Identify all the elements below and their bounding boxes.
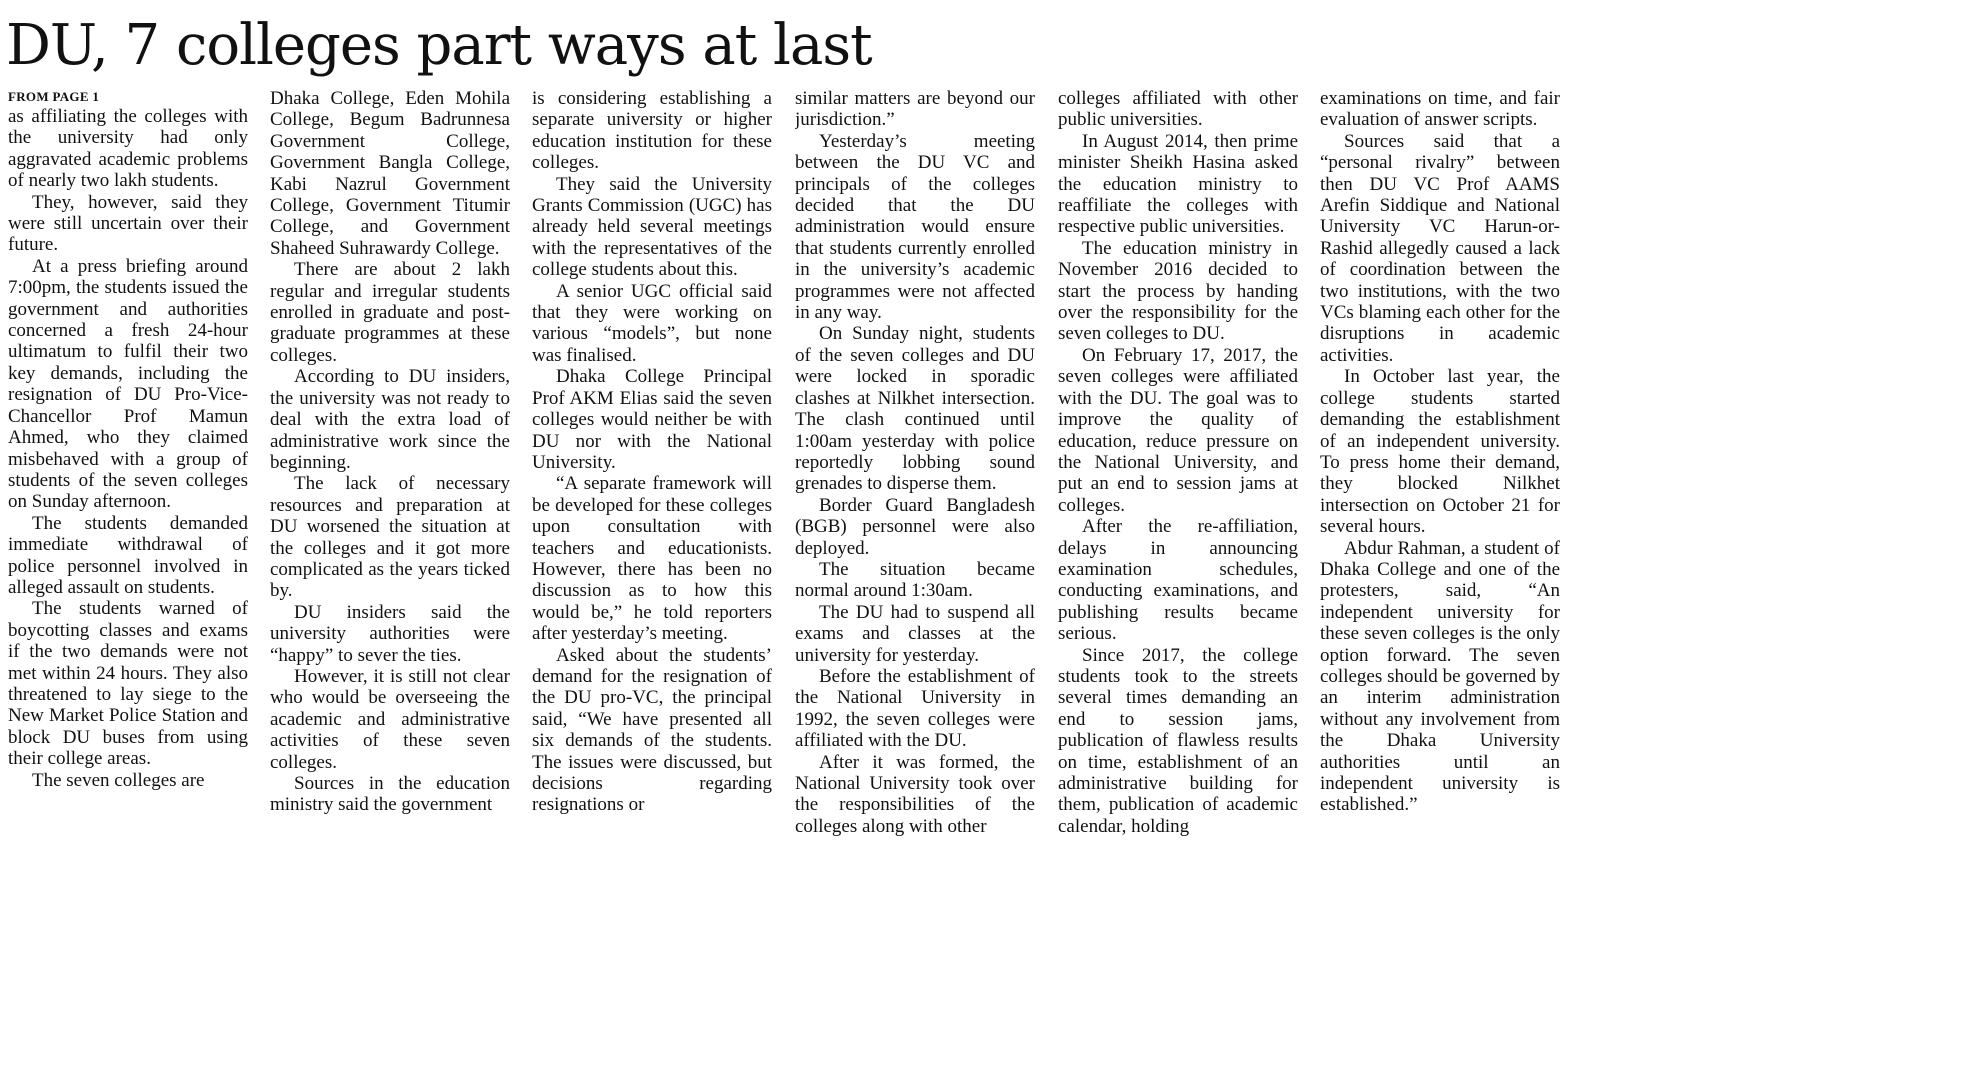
paragraph: similar matters are beyond our jurisdiction.” <box>795 88 1035 131</box>
article-body <box>8 88 1560 878</box>
paragraph: Border Guard Bangladesh (BGB) personnel were also deployed. <box>795 494 1035 559</box>
paragraph: A senior UGC official said that they were working on various “models”, but none was finalised. <box>532 280 772 366</box>
article-column-5 <box>1058 88 1298 878</box>
paragraph: Yesterday’s meeting between the DU VC and principals of the colleges decided that the DU administration would ensure that students currently enrolled in the university’s academic programmes were not affected in any way. <box>795 130 1035 324</box>
paragraph: Sources said that a “personal rivalry” between then DU VC Prof AAMS Arefin Siddique and National University VC Harun-or-Rashid allegedly caused a lack of coordination between the two institutions, with the two VCs blaming each other for the disruptions in academic activities. <box>1320 130 1560 366</box>
paragraph: They, however, said they were still uncertain over their future. <box>8 191 248 256</box>
paragraph: The situation became normal around 1:30am. <box>795 558 1035 602</box>
paragraph: The seven colleges are <box>32 769 205 791</box>
paragraph: Asked about the students’ demand for the resignation of the DU pro-VC, the principal said, “We have presented all six demands of the students. The issues were discussed, but decisions regarding resignations or <box>532 644 772 816</box>
paragraph: On February 17, 2017, the seven colleges were affiliated with the DU. The goal was to improve the quality of education, reduce pressure on the National University, and put an end to session jams at colleges. <box>1058 344 1298 516</box>
paragraph: Dhaka College, Eden Mohila College, Begum Badrunnesa Government College, Government Bangla College, Kabi Nazrul Government College, Government Titumir College, and Government Shaheed Suhrawardy College. <box>270 88 510 259</box>
paragraph: as affiliating the colleges with the university had only aggravated academic problems of nearly two lakh students. <box>8 106 248 192</box>
paragraph: Since 2017, the college students took to the streets several times demanding an end to session jams, publication of flawless results on time, establishment of an administrative building for them, publication of academic calendar, holding <box>1058 644 1298 837</box>
paragraph: They said the University Grants Commission (UGC) has already held several meetings with the representatives of the college students about this. <box>532 173 772 281</box>
paragraph: The DU had to suspend all exams and classes at the university for yesterday. <box>795 601 1035 666</box>
paragraph: The students warned of boycotting classes and exams if the two demands were not met within 24 hours. They also threatened to lay siege to the New Market Police Station and block DU buses from using their college areas. <box>8 598 248 770</box>
paragraph: “A separate framework will be developed for these colleges upon consultation with teachers and educationists. However, there has been no discussion as to how this would be,” he told reporters after yesterday’s meeting. <box>532 473 772 645</box>
paragraph: At a press briefing around 7:00pm, the students issued the government and authorities concerned a fresh 24-hour ultimatum to fulfil their two key demands, including the resignation of DU Pro-Vice-Chancellor Prof Mamun Ahmed, who they claimed misbehaved with a group of students of the seven colleges on Sunday afternoon. <box>8 255 248 513</box>
article-column-4 <box>795 88 1035 878</box>
paragraph: The education ministry in November 2016 decided to start the process by handing over the responsibility for the seven colleges to DU. <box>1058 237 1298 345</box>
paragraph: In August 2014, then prime minister Sheikh Hasina asked the education ministry to reaffiliate the colleges with respective public universities. <box>1058 130 1298 238</box>
paragraph: After it was formed, the National University took over the responsibilities of the colleges along with other <box>795 751 1035 837</box>
article-column-6 <box>1320 88 1560 878</box>
article-column-3 <box>532 88 772 878</box>
article-column-2 <box>270 88 510 878</box>
paragraph: There are about 2 lakh regular and irregular students enrolled in graduate and post-graduate programmes at these colleges. <box>270 259 510 366</box>
paragraph: Sources in the education ministry said the government <box>270 773 510 816</box>
paragraph: Dhaka College Principal Prof AKM Elias said the seven colleges would neither be with DU nor with the National University. <box>532 366 772 473</box>
paragraph: colleges affiliated with other public universities. <box>1058 88 1298 131</box>
paragraph: DU insiders said the university authorities were “happy” to sever the ties. <box>270 601 510 666</box>
headline: DU, 7 colleges part ways at last <box>6 13 872 78</box>
paragraph: Abdur Rahman, a student of Dhaka College and one of the protesters, said, “An independent university for these seven colleges is the only option forward. The seven colleges should be governed by an interim administration without any involvement from the Dhaka University authorities until an independent university is established.” <box>1320 537 1560 816</box>
paragraph: After the re-affiliation, delays in announcing examination schedules, conducting examinations, and publishing results became serious. <box>1058 516 1298 645</box>
continued-from-label: FROM PAGE 1 <box>8 89 100 104</box>
paragraph: examinations on time, and fair evaluation of answer scripts. <box>1320 88 1560 131</box>
paragraph: On Sunday night, students of the seven colleges and DU were locked in sporadic clashes at Nilkhet intersection. The clash continued until 1:00am yesterday with police reportedly lobbing sound grenades to disperse them. <box>795 323 1035 495</box>
paragraph: In October last year, the college students started demanding the establishment of an independent university. To press home their demand, they blocked Nilkhet intersection on October 21 for several hours. <box>1320 366 1560 538</box>
paragraph: According to DU insiders, the university was not ready to deal with the extra load of administrative work since the beginning. <box>270 366 510 473</box>
paragraph: is considering establishing a separate university or higher education institution for these colleges. <box>532 88 772 174</box>
paragraph: Before the establishment of the National University in 1992, the seven colleges were affiliated with the DU. <box>795 665 1035 752</box>
article-column-1 <box>8 88 248 878</box>
paragraph: The lack of necessary resources and preparation at DU worsened the situation at the colleges and it got more complicated as the years ticked by. <box>270 473 510 602</box>
paragraph: The students demanded immediate withdrawal of police personnel involved in alleged assault on students. <box>8 512 248 598</box>
paragraph: However, it is still not clear who would be overseeing the academic and administrative activities of these seven colleges. <box>270 665 510 773</box>
